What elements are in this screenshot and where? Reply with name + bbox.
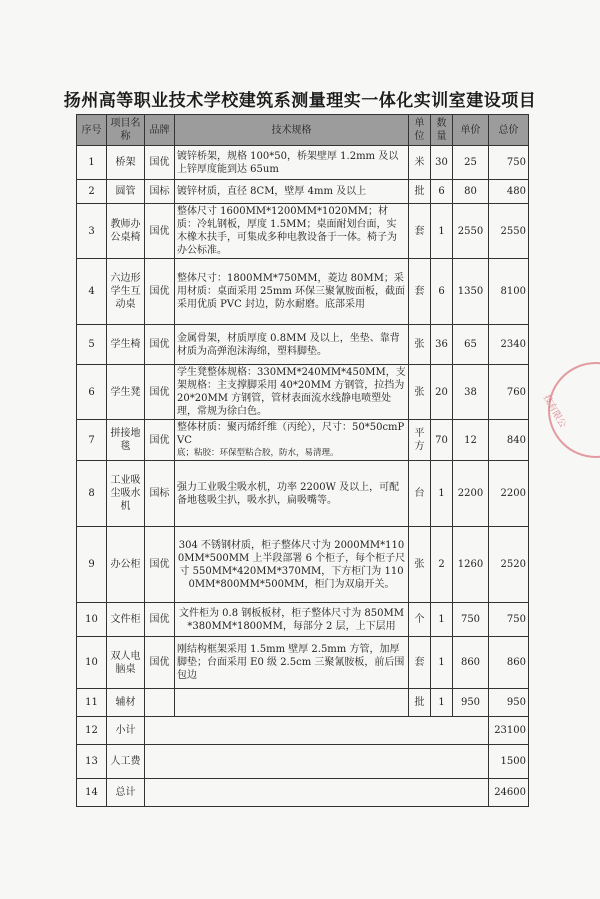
cell-name: 总计: [107, 779, 145, 807]
cell-brand: 国优: [145, 146, 175, 180]
cell-qty: 1: [431, 461, 453, 527]
cell-total: 860: [489, 637, 529, 689]
cell-seq: 5: [77, 325, 107, 365]
cell-name: 学生凳: [107, 365, 145, 420]
cell-unit: 个: [409, 603, 431, 637]
cell-qty: 1: [431, 204, 453, 259]
cell-total: 750: [489, 603, 529, 637]
cell-seq: 6: [77, 365, 107, 420]
cell-unit: 批: [409, 180, 431, 204]
cell-brand: 国优: [145, 259, 175, 325]
cell-unit: 套: [409, 204, 431, 259]
cell-name: 双人电脑桌: [107, 637, 145, 689]
cell-brand: 国标: [145, 461, 175, 527]
cell-price: 2550: [453, 204, 489, 259]
cell-seq: 13: [77, 745, 107, 779]
cell-unit: 平方: [409, 420, 431, 461]
cell-total: 750: [489, 146, 529, 180]
header-seq: 序号: [77, 115, 107, 146]
cell-spec: 强力工业吸尘吸水机，功率 2200W 及以上，可配备地毯吸尘扒，吸水扒，扁吸嘴等。: [175, 461, 409, 527]
cell-spec: 学生凳整体规格：330MM*240MM*450MM，支架规格：主支撑脚采用 40*20MM 方钢管，拉挡为 20*20MM 方钢管，管材表面流水线静电喷塑处理，常规为徐白色。: [175, 365, 409, 420]
cell-seq: 14: [77, 779, 107, 807]
cell-price: 38: [453, 365, 489, 420]
cell-total: 840: [489, 420, 529, 461]
cell-name: 教师办公桌椅: [107, 204, 145, 259]
cell-brand: 国标: [145, 180, 175, 204]
table-row: [77, 325, 529, 365]
cell-spec: 刚结构框架采用 1.5mm 壁厚 2.5mm 方管，加厚脚垫；台面采用 E0 级 2.5cm 三聚氰胺板，前后围包边: [175, 637, 409, 689]
cell-unit: 套: [409, 259, 431, 325]
cell-qty: 70: [431, 420, 453, 461]
header-name: 项目名称: [107, 115, 145, 146]
cell-total: 950: [489, 689, 529, 717]
cell-unit: 套: [409, 637, 431, 689]
summary-row-subtotal: [77, 717, 529, 745]
cell-seq: 7: [77, 420, 107, 461]
cell-seq: 11: [77, 689, 107, 717]
cell-name: 圆管: [107, 180, 145, 204]
cell-seq: 4: [77, 259, 107, 325]
cell-spec: 文件柜为 0.8 钢板板材，柜子整体尺寸为 850MM*380MM*1800MM，每部分 2 层，上下层用: [175, 603, 409, 637]
cell-brand: 国优: [145, 420, 175, 461]
table-row: [77, 603, 529, 637]
cell-seq: 3: [77, 204, 107, 259]
cell-name: 拼接地毯: [107, 420, 145, 461]
header-unit: 单位: [409, 115, 431, 146]
cell-unit: 批: [409, 689, 431, 717]
summary-row-grand-total: [77, 779, 529, 807]
table-row: [77, 420, 529, 461]
cell-qty: 6: [431, 259, 453, 325]
cell-seq: 8: [77, 461, 107, 527]
cell-brand: 国优: [145, 637, 175, 689]
cell-name: 学生椅: [107, 325, 145, 365]
cell-seq: 10: [77, 637, 107, 689]
cell-brand: [145, 689, 175, 717]
cell-price: 750: [453, 603, 489, 637]
cell-unit: 台: [409, 461, 431, 527]
cell-total: 480: [489, 180, 529, 204]
cell-qty: 36: [431, 325, 453, 365]
cell-price: 1260: [453, 527, 489, 603]
cell-seq: 1: [77, 146, 107, 180]
cell-brand: 国优: [145, 204, 175, 259]
cell-total: 2550: [489, 204, 529, 259]
cell-spec: 金属骨架，材质厚度 0.8MM 及以上，坐垫、靠背材质为高弹泡沫海绵，塑料脚垫。: [175, 325, 409, 365]
header-spec: 技术规格: [175, 115, 409, 146]
table-row: [77, 689, 529, 717]
cell-spec: 304 不锈钢材质，柜子整体尺寸为 2000MM*1100MM*500MM 上半段部署 6 个柜子，每个柜子尺寸 550MM*420MM*370MM，下方柜门为 1100MM*800MM*500MM，柜门为双扇开关。: [175, 527, 409, 603]
cell-name: 人工费: [107, 745, 145, 779]
cell-spec-line: 整体材质：聚丙烯纤维（丙纶），尺寸：50*50cmPVC: [177, 422, 405, 446]
cell-name: 文件柜: [107, 603, 145, 637]
cell-qty: 30: [431, 146, 453, 180]
cell-total: 2520: [489, 527, 529, 603]
cell-name: 办公柜: [107, 527, 145, 603]
cell-name: 工业吸尘吸水机: [107, 461, 145, 527]
cell-qty: 1: [431, 603, 453, 637]
cell-total: 1500: [489, 745, 529, 779]
cell-empty: [145, 779, 489, 807]
cell-total: 760: [489, 365, 529, 420]
table-row: [77, 180, 529, 204]
cell-unit: 张: [409, 527, 431, 603]
quotation-table: [76, 114, 529, 807]
cell-name: 辅材: [107, 689, 145, 717]
header-total: 总价: [489, 115, 529, 146]
cell-spec: 镀锌桥架，规格 100*50，桥架壁厚 1.2mm 及以上锌厚度能到达 65um: [175, 146, 409, 180]
table-row: [77, 637, 529, 689]
cell-brand: 国优: [145, 365, 175, 420]
cell-name: 小计: [107, 717, 145, 745]
table-row: [77, 527, 529, 603]
header-brand: 品牌: [145, 115, 175, 146]
cell-spec-line: 底；粘胶：环保型粘合胶，防水，易清理。: [177, 448, 339, 458]
cell-price: 12: [453, 420, 489, 461]
cell-qty: 1: [431, 689, 453, 717]
document-title: 扬州高等职业技术学校建筑系测量理实一体化实训室建设项目: [63, 91, 537, 111]
cell-unit: 张: [409, 325, 431, 365]
cell-spec: [175, 689, 409, 717]
cell-seq: 9: [77, 527, 107, 603]
cell-seq: 2: [77, 180, 107, 204]
cell-spec: [175, 420, 409, 461]
header-qty: 数量: [431, 115, 453, 146]
cell-brand: 国优: [145, 527, 175, 603]
table-row: [77, 461, 529, 527]
cell-spec: 整体尺寸：1800MM*750MM，菱边 80MM；采用材质：桌面采用 25mm 环保三聚氰胺面板，截面采用优质 PVC 封边，防水耐磨。底部采用: [175, 259, 409, 325]
table-row: [77, 365, 529, 420]
header-row: [77, 115, 529, 146]
cell-qty: 1: [431, 637, 453, 689]
cell-total: 8100: [489, 259, 529, 325]
cell-qty: 20: [431, 365, 453, 420]
cell-empty: [145, 745, 489, 779]
table-row: [77, 204, 529, 259]
cell-price: 2200: [453, 461, 489, 527]
cell-price: 860: [453, 637, 489, 689]
cell-price: 80: [453, 180, 489, 204]
cell-unit: 张: [409, 365, 431, 420]
cell-name: 桥架: [107, 146, 145, 180]
cell-price: 25: [453, 146, 489, 180]
summary-row-labor: [77, 745, 529, 779]
cell-unit: 米: [409, 146, 431, 180]
table-row: [77, 146, 529, 180]
cell-price: 950: [453, 689, 489, 717]
cell-qty: 6: [431, 180, 453, 204]
cell-brand: 国优: [145, 603, 175, 637]
cell-total: 24600: [489, 779, 529, 807]
header-price: 单价: [453, 115, 489, 146]
cell-spec: 镀锌材质，直径 8CM，壁厚 4mm 及以上: [175, 180, 409, 204]
cell-qty: 2: [431, 527, 453, 603]
cell-seq: 10: [77, 603, 107, 637]
cell-empty: [145, 717, 489, 745]
cell-spec: 整体尺寸 1600MM*1200MM*1020MM；材质：冷轧钢板，厚度 1.5MM；桌面耐划台面，实木橡木扶手，可集成多种电教设备于一体。椅子为办公标准。: [175, 204, 409, 259]
table-row: [77, 259, 529, 325]
cell-seq: 12: [77, 717, 107, 745]
cell-total: 23100: [489, 717, 529, 745]
company-seal-text: 技有限公: [540, 393, 568, 430]
cell-brand: 国优: [145, 325, 175, 365]
cell-name: 六边形学生互动桌: [107, 259, 145, 325]
cell-total: 2340: [489, 325, 529, 365]
cell-total: 2200: [489, 461, 529, 527]
cell-price: 65: [453, 325, 489, 365]
cell-price: 1350: [453, 259, 489, 325]
